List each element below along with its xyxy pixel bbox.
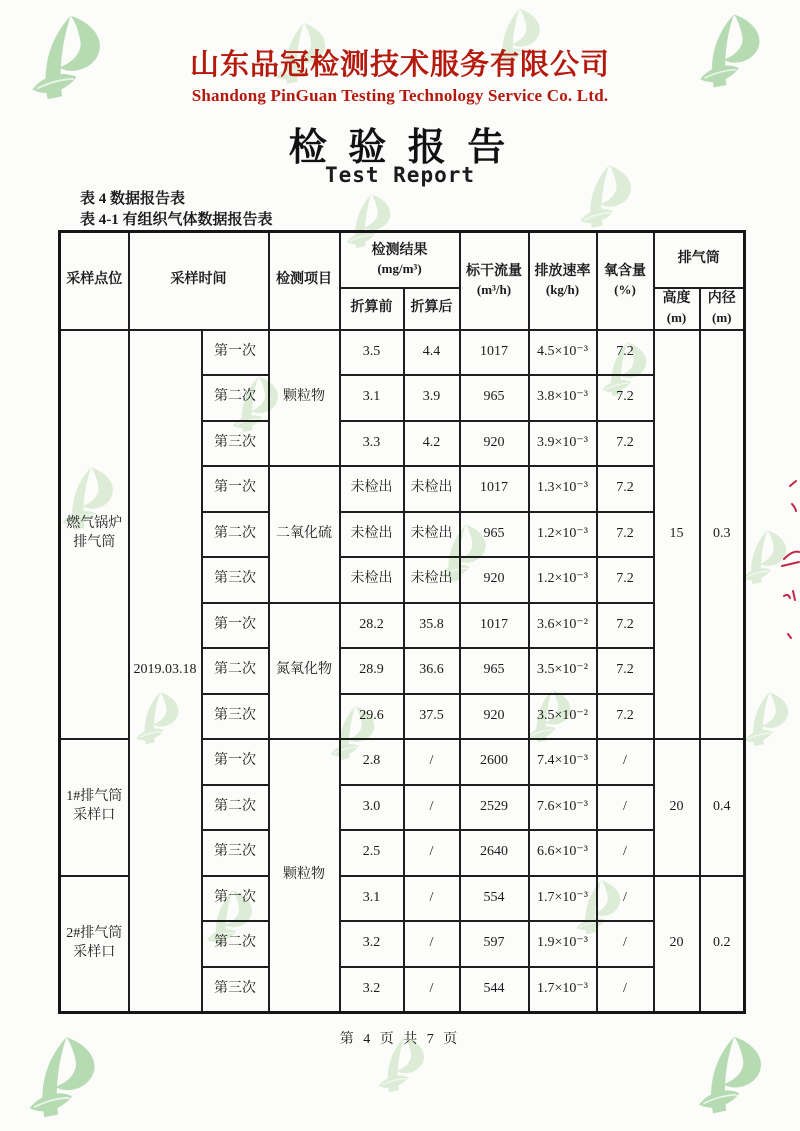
rate-cell: 7.4×10⁻³ <box>529 739 597 785</box>
rate-cell: 1.2×10⁻³ <box>529 557 597 603</box>
company-name-cn: 山东品冠检测技术服务有限公司 <box>189 49 610 81</box>
seq-cell: 第一次 <box>202 603 269 649</box>
rate-cell: 1.9×10⁻³ <box>529 921 597 967</box>
before-cell: 3.0 <box>340 785 404 831</box>
col-header-diameter-label: 内径 <box>707 291 736 307</box>
oxygen-cell: 7.2 <box>597 375 654 421</box>
flow-cell: 2529 <box>460 785 529 831</box>
before-cell: 3.2 <box>340 967 404 1013</box>
item-cell: 氮氧化物 <box>269 603 340 740</box>
after-cell: 36.6 <box>404 648 460 694</box>
report-title-en: Test Report <box>324 163 476 187</box>
seq-cell: 第二次 <box>202 375 269 421</box>
stack-diameter-cell: 0.2 <box>700 876 745 1013</box>
rate-cell: 1.2×10⁻³ <box>529 512 597 558</box>
before-cell: 未检出 <box>340 557 404 603</box>
rate-cell: 3.5×10⁻² <box>529 694 597 740</box>
seq-cell: 第二次 <box>202 512 269 558</box>
seq-cell: 第一次 <box>202 739 269 785</box>
table-caption-2: 表 4-1 有组织气体数据报告表 <box>80 212 273 228</box>
after-cell: 未检出 <box>404 512 460 558</box>
oxygen-cell: 7.2 <box>597 466 654 512</box>
seq-cell: 第三次 <box>202 557 269 603</box>
rate-cell: 3.9×10⁻³ <box>529 421 597 467</box>
col-header-result-unit: (mg/m³) <box>377 261 422 277</box>
before-cell: 未检出 <box>340 466 404 512</box>
col-header-oxygen <box>597 232 654 330</box>
seq-cell: 第三次 <box>202 694 269 740</box>
col-header-result <box>340 232 460 288</box>
flow-cell: 1017 <box>460 330 529 376</box>
oxygen-cell: 7.2 <box>597 557 654 603</box>
rate-cell: 1.7×10⁻³ <box>529 876 597 922</box>
col-header-flow <box>460 232 529 330</box>
col-header-flow-unit: (m³/h) <box>476 282 512 298</box>
after-cell: 4.2 <box>404 421 460 467</box>
rate-cell: 6.6×10⁻³ <box>529 830 597 876</box>
item-cell: 颗粒物 <box>269 739 340 1012</box>
seq-cell: 第一次 <box>202 330 269 376</box>
flow-cell: 2600 <box>460 739 529 785</box>
stack-height-cell: 15 <box>654 330 700 740</box>
flow-cell: 1017 <box>460 603 529 649</box>
seq-cell: 第三次 <box>202 421 269 467</box>
oxygen-cell: 7.2 <box>597 512 654 558</box>
col-header-before: 折算前 <box>340 288 404 330</box>
rate-cell: 3.8×10⁻³ <box>529 375 597 421</box>
before-cell: 3.1 <box>340 876 404 922</box>
after-cell: 4.4 <box>404 330 460 376</box>
before-cell: 3.1 <box>340 375 404 421</box>
after-cell: 3.9 <box>404 375 460 421</box>
after-cell: / <box>404 921 460 967</box>
sampling-date-cell: 2019.03.18 <box>129 330 202 1013</box>
col-header-oxygen-label: 氧含量 <box>604 263 646 279</box>
after-cell: 未检出 <box>404 557 460 603</box>
col-header-oxygen-unit: (%) <box>614 282 636 298</box>
col-header-height-label: 高度 <box>662 291 691 307</box>
col-header-sampling-point: 采样点位 <box>60 232 129 330</box>
seq-cell: 第二次 <box>202 648 269 694</box>
col-header-diameter-unit: (m) <box>712 310 732 326</box>
oxygen-cell: 7.2 <box>597 648 654 694</box>
rate-cell: 1.3×10⁻³ <box>529 466 597 512</box>
before-cell: 29.6 <box>340 694 404 740</box>
sampling-point-line2: 采样口 <box>73 808 116 824</box>
oxygen-cell: 7.2 <box>597 694 654 740</box>
col-header-rate-unit: (kg/h) <box>545 282 580 298</box>
rate-cell: 3.6×10⁻² <box>529 603 597 649</box>
red-pen-marks <box>777 462 800 652</box>
col-header-test-item: 检测项目 <box>269 232 340 330</box>
before-cell: 28.2 <box>340 603 404 649</box>
before-cell: 未检出 <box>340 512 404 558</box>
col-header-height-unit: (m) <box>666 310 687 326</box>
oxygen-cell: 7.2 <box>597 330 654 376</box>
flow-cell: 920 <box>460 694 529 740</box>
oxygen-cell: / <box>597 921 654 967</box>
oxygen-cell: / <box>597 967 654 1013</box>
oxygen-cell: / <box>597 739 654 785</box>
rate-cell: 4.5×10⁻³ <box>529 330 597 376</box>
col-header-rate-label: 排放速率 <box>534 263 591 279</box>
flow-cell: 554 <box>460 876 529 922</box>
sampling-point-line1: 2#排气筒 <box>66 925 123 941</box>
sampling-point-line1: 燃气锅炉 <box>66 516 123 532</box>
after-cell: / <box>404 967 460 1013</box>
stack-diameter-cell: 0.4 <box>700 739 745 876</box>
sampling-point-cell <box>60 876 129 1013</box>
gas-data-table <box>58 230 746 1014</box>
rate-cell: 3.5×10⁻² <box>529 648 597 694</box>
flow-cell: 2640 <box>460 830 529 876</box>
rate-cell: 7.6×10⁻³ <box>529 785 597 831</box>
item-cell: 二氧化硫 <box>269 466 340 603</box>
oxygen-cell: 7.2 <box>597 421 654 467</box>
flow-cell: 1017 <box>460 466 529 512</box>
company-name-en: Shandong PinGuan Testing Technology Service Co. Ltd. <box>191 86 609 105</box>
stack-height-cell: 20 <box>654 876 700 1013</box>
flow-cell: 920 <box>460 557 529 603</box>
sampling-point-line2: 排气筒 <box>73 535 116 551</box>
before-cell: 3.2 <box>340 921 404 967</box>
sampling-point-cell <box>60 739 129 876</box>
flow-cell: 920 <box>460 421 529 467</box>
before-cell: 3.5 <box>340 330 404 376</box>
seq-cell: 第一次 <box>202 466 269 512</box>
flow-cell: 965 <box>460 512 529 558</box>
seq-cell: 第三次 <box>202 967 269 1013</box>
page-number: 第 4 页 共 7 页 <box>339 1032 461 1047</box>
col-header-flow-label: 标干流量 <box>466 263 522 279</box>
col-header-diameter <box>700 288 745 330</box>
sampling-point-line2: 采样口 <box>73 944 116 960</box>
stack-height-cell: 20 <box>654 739 700 876</box>
before-cell: 2.8 <box>340 739 404 785</box>
after-cell: 37.5 <box>404 694 460 740</box>
flow-cell: 597 <box>460 921 529 967</box>
stack-diameter-cell: 0.3 <box>700 330 745 740</box>
after-cell: / <box>404 876 460 922</box>
col-header-height <box>654 288 700 330</box>
flow-cell: 965 <box>460 375 529 421</box>
oxygen-cell: / <box>597 830 654 876</box>
table-caption-1: 表 4 数据报告表 <box>80 191 186 207</box>
col-header-stack: 排气筒 <box>654 232 745 288</box>
col-header-rate <box>529 232 597 330</box>
after-cell: 未检出 <box>404 466 460 512</box>
oxygen-cell: / <box>597 785 654 831</box>
seq-cell: 第三次 <box>202 830 269 876</box>
after-cell: 35.8 <box>404 603 460 649</box>
before-cell: 2.5 <box>340 830 404 876</box>
after-cell: / <box>404 785 460 831</box>
table-row <box>60 330 745 376</box>
sampling-point-cell <box>60 330 129 740</box>
after-cell: / <box>404 739 460 785</box>
seq-cell: 第二次 <box>202 785 269 831</box>
item-cell: 颗粒物 <box>269 330 340 467</box>
sampling-point-line1: 1#排气筒 <box>66 789 123 805</box>
col-header-after: 折算后 <box>404 288 460 330</box>
before-cell: 3.3 <box>340 421 404 467</box>
rate-cell: 1.7×10⁻³ <box>529 967 597 1013</box>
before-cell: 28.9 <box>340 648 404 694</box>
after-cell: / <box>404 830 460 876</box>
col-header-result-label: 检测结果 <box>371 242 428 258</box>
report-title-cn: 检 验 报 告 <box>288 127 512 169</box>
seq-cell: 第二次 <box>202 921 269 967</box>
oxygen-cell: 7.2 <box>597 603 654 649</box>
col-header-sampling-time: 采样时间 <box>129 232 269 330</box>
flow-cell: 965 <box>460 648 529 694</box>
flow-cell: 544 <box>460 967 529 1013</box>
seq-cell: 第一次 <box>202 876 269 922</box>
oxygen-cell: / <box>597 876 654 922</box>
